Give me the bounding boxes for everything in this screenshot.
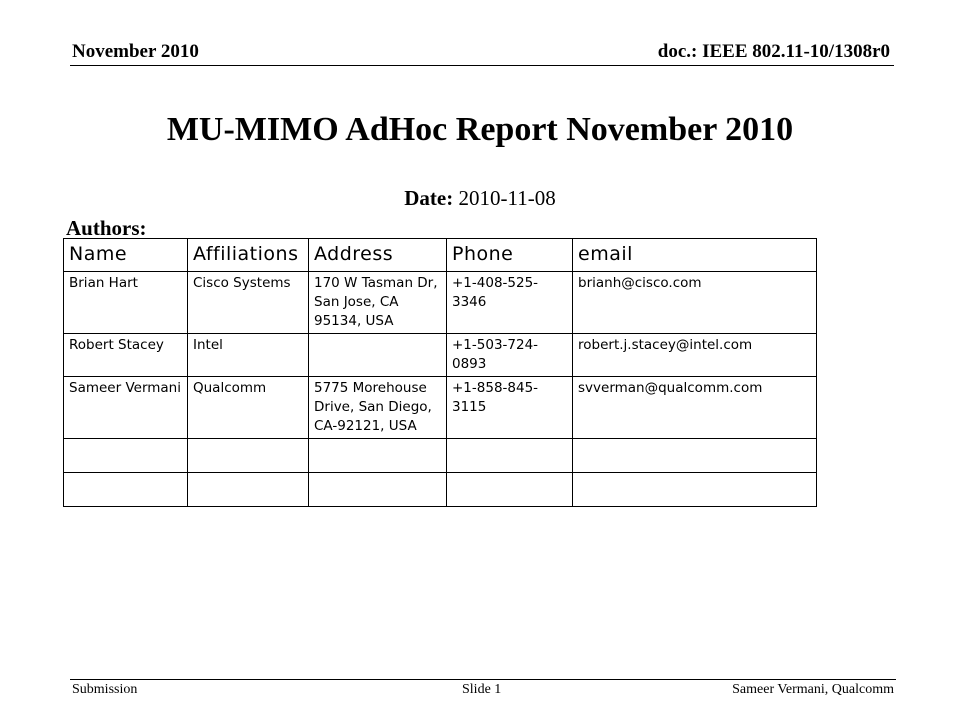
cell-email: svverman@qualcomm.com	[573, 377, 817, 439]
address-line: Drive, San Diego,	[314, 399, 432, 415]
authors-table	[63, 238, 817, 507]
cell-affiliation: Qualcomm	[188, 377, 309, 439]
cell-phone: +1-503-724-0893	[447, 334, 573, 377]
cell-phone: +1-408-525-3346	[447, 272, 573, 334]
date-label: Date:	[404, 186, 454, 210]
authors-label: Authors:	[66, 216, 147, 240]
cell-email: robert.j.stacey@intel.com	[573, 334, 817, 377]
date-line	[0, 184, 960, 212]
empty-cell	[188, 439, 309, 473]
footer-submission: Submission	[72, 682, 138, 697]
address-line: CA-92121, USA	[314, 418, 417, 434]
header-affiliations: Affiliations	[188, 239, 309, 272]
table-header-row	[64, 239, 817, 272]
header-phone: Phone	[447, 239, 573, 272]
table-row	[64, 272, 817, 334]
empty-cell	[64, 439, 188, 473]
header-name: Name	[64, 239, 188, 272]
empty-cell	[309, 439, 447, 473]
empty-cell	[309, 473, 447, 507]
table-row	[64, 377, 817, 439]
empty-cell	[573, 439, 817, 473]
table-row	[64, 334, 817, 377]
cell-address	[309, 272, 447, 334]
footer-divider	[70, 679, 896, 680]
cell-phone: +1-858-845-3115	[447, 377, 573, 439]
cell-affiliation: Cisco Systems	[188, 272, 309, 334]
header-divider	[70, 65, 894, 66]
cell-affiliation: Intel	[188, 334, 309, 377]
date-value: 2010-11-08	[458, 186, 556, 210]
footer-author: Sameer Vermani, Qualcomm	[732, 682, 894, 697]
header-address: Address	[309, 239, 447, 272]
footer-slide-number: Slide 1	[462, 682, 502, 697]
slide-title: MU-MIMO AdHoc Report November 2010	[166, 111, 794, 148]
table-row-empty	[64, 473, 817, 507]
table-row-empty	[64, 439, 817, 473]
address-line: 5775 Morehouse	[314, 380, 427, 396]
header-email: email	[573, 239, 817, 272]
empty-cell	[573, 473, 817, 507]
cell-email: brianh@cisco.com	[573, 272, 817, 334]
header-date: November 2010	[72, 41, 199, 62]
empty-cell	[447, 473, 573, 507]
cell-name: Robert Stacey	[64, 334, 188, 377]
cell-address	[309, 334, 447, 377]
address-line: 170 W Tasman Dr,	[314, 275, 438, 291]
header-doc-id: doc.: IEEE 802.11-10/1308r0	[657, 41, 890, 62]
cell-address	[309, 377, 447, 439]
empty-cell	[188, 473, 309, 507]
empty-cell	[447, 439, 573, 473]
address-line: 95134, USA	[314, 313, 394, 329]
cell-name: Sameer Vermani	[64, 377, 188, 439]
cell-name: Brian Hart	[64, 272, 188, 334]
address-line: San Jose, CA	[314, 294, 399, 310]
empty-cell	[64, 473, 188, 507]
